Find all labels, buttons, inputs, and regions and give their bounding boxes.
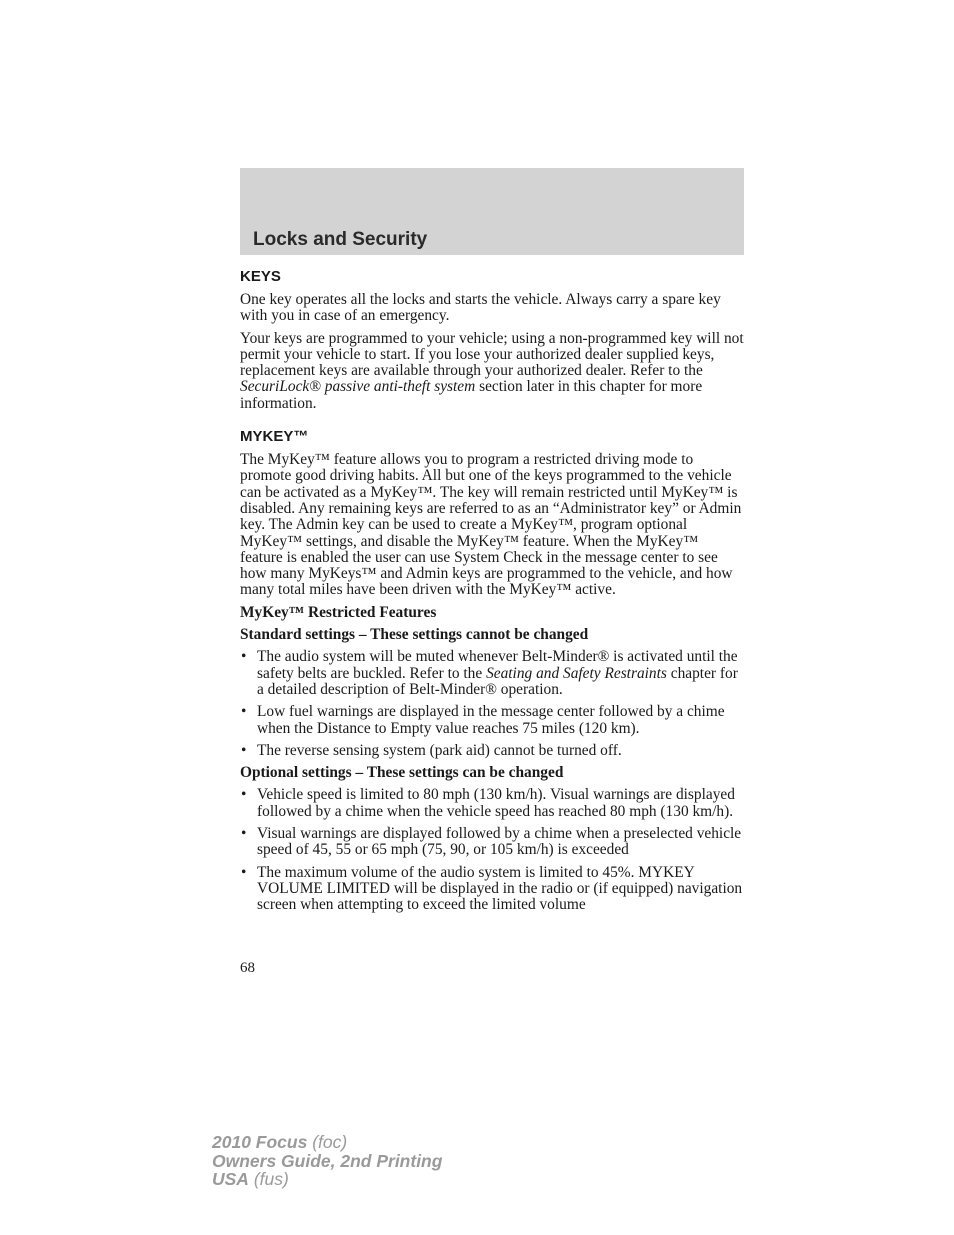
list-item	[240, 826, 744, 859]
list-item-text: Low fuel warnings are displayed in the message center followed by a chime when the Distance to Empty value reaches 75 miles (120 km).	[257, 703, 725, 737]
footer-model: 2010 Focus	[212, 1132, 308, 1152]
bullet-icon: •	[241, 648, 247, 666]
section-title: Locks and Security	[253, 229, 428, 250]
list-item-text: The audio system will be muted whenever Belt-Minder® is activated until the safety belts are buckled. Refer to the	[257, 648, 738, 682]
document-footer	[212, 1133, 442, 1189]
keys-paragraph-1: One key operates all the locks and starts the vehicle. Always carry a spare key with you in case of an emergency.	[240, 291, 721, 325]
standard-settings-list	[240, 649, 744, 759]
footer-line-2: Owners Guide, 2nd Printing	[212, 1150, 443, 1171]
page-content	[240, 268, 744, 914]
restricted-features-heading: MyKey™ Restricted Features	[240, 603, 437, 621]
mykey-heading: MYKEY™	[240, 428, 309, 446]
bullet-icon: •	[241, 703, 247, 721]
section-header-band	[240, 168, 744, 255]
keys-paragraph-2	[240, 331, 744, 412]
footer-line-3	[212, 1170, 442, 1189]
seating-restraints-reference: Seating and Safety Restraints	[486, 664, 667, 682]
list-item	[240, 649, 744, 698]
list-item-text: Visual warnings are displayed followed by a chime when a preselected vehicle speed of 45, 55 or 65 mph (75, 90, or 105 km/h) is exceeded	[257, 825, 742, 859]
list-item-text: chapter for a detailed description of Belt-Minder® operation.	[257, 664, 738, 698]
list-item	[240, 787, 744, 820]
list-item-text: Vehicle speed is limited to 80 mph (130 km/h). Visual warnings are displayed followed by a chime when the vehicle speed has reached 80 mph (130 km/h).	[257, 786, 735, 820]
bullet-icon: •	[241, 786, 247, 804]
keys-heading: KEYS	[240, 268, 281, 285]
securilock-reference: SecuriLock® passive anti-theft system	[240, 378, 476, 396]
bullet-icon: •	[241, 741, 247, 759]
keys-p2-text-b: section later in this chapter for more information.	[240, 378, 703, 412]
optional-settings-heading: Optional settings – These settings can be changed	[240, 764, 564, 782]
page-number: 68	[240, 960, 255, 976]
list-item	[240, 743, 744, 759]
list-item	[240, 865, 744, 914]
optional-settings-list	[240, 787, 744, 913]
standard-settings-heading: Standard settings – These settings cannot be changed	[240, 626, 589, 644]
footer-model-code: (foc)	[307, 1132, 348, 1152]
footer-market-code: (fus)	[248, 1169, 289, 1189]
footer-line-1	[212, 1133, 442, 1152]
bullet-icon: •	[241, 825, 247, 843]
list-item-text: The maximum volume of the audio system is limited to 45%. MYKEY VOLUME LIMITED will be displayed in the radio or (if equipped) navigation screen when attempting to exceed the limited volume	[257, 863, 743, 914]
footer-market: USA	[212, 1169, 249, 1189]
keys-p2-text-a: Your keys are programmed to your vehicle; using a non-programmed key will not permit your vehicle to start. If you lose your authorized dealer supplied keys, replacement keys are available through your authorized dealer. Refer to the	[240, 329, 744, 380]
mykey-intro: The MyKey™ feature allows you to program a restricted driving mode to promote good driving habits. All but one of the keys programmed to the vehicle can be activated as a MyKey™. The key will remain restricted until MyKey™ is disabled. Any remaining keys are referred to as an “Administrator key” or Admin key. The Admin key can be used to create a MyKey™, program optional MyKey™ settings, and disable the MyKey™ feature. When the MyKey™ feature is enabled the user can use System Check in the message center to see how many MyKeys™ and Admin keys are programmed to the vehicle, and how many total miles have been driven with the MyKey™ active.	[240, 451, 742, 599]
list-item	[240, 704, 744, 737]
bullet-icon: •	[241, 863, 247, 881]
list-item-text: The reverse sensing system (park aid) cannot be turned off.	[257, 741, 622, 759]
